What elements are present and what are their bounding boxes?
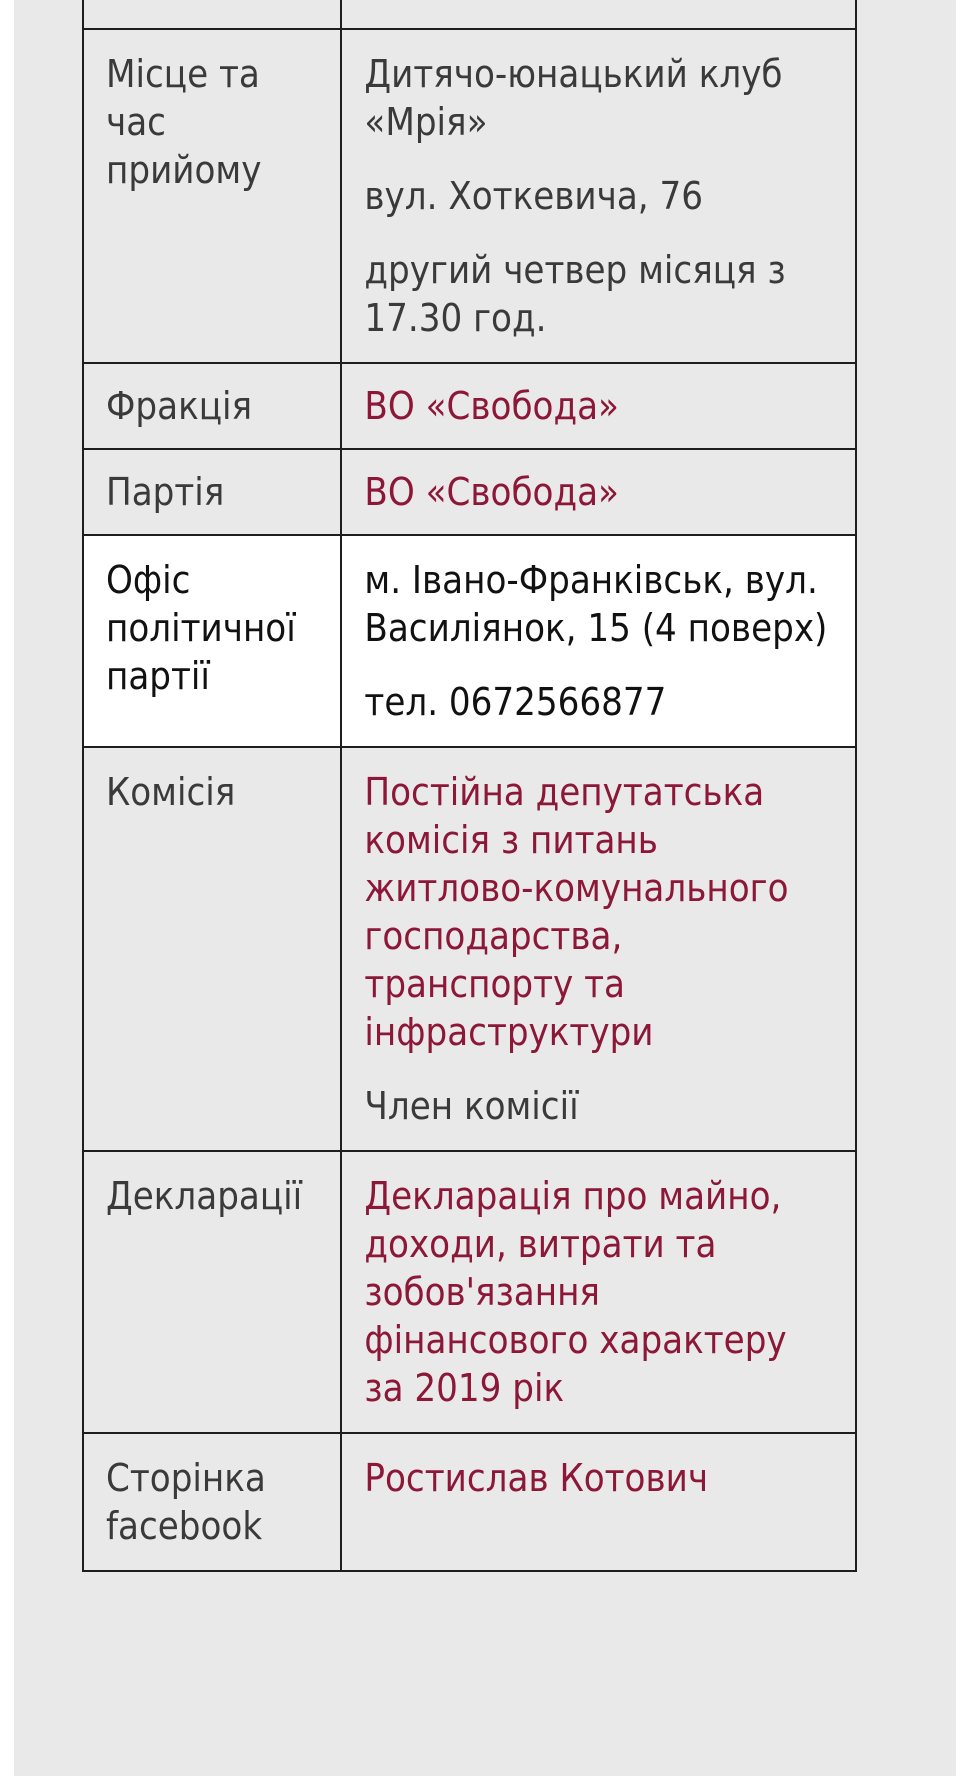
declaration-link[interactable]: Декларація про майно, доходи, витрати та зобов'язання фінансового характеру за 2019 рік — [364, 1174, 787, 1410]
table-cell — [341, 0, 856, 29]
table-row-faction — [83, 363, 856, 449]
party-value — [341, 449, 856, 535]
party-office-phone: тел. 0672566877 — [364, 680, 667, 724]
commission-link[interactable]: Постійна депутатська комісія з питань житлово-комунального господарства, транспорту та інфраструктури — [364, 770, 789, 1054]
table-row-facebook — [83, 1433, 856, 1571]
table-row-reception — [83, 29, 856, 363]
faction-value — [341, 363, 856, 449]
table-row-partial — [83, 0, 856, 29]
party-label: Партія — [83, 449, 341, 535]
party-link[interactable]: ВО «Свобода» — [364, 470, 619, 514]
commission-value — [341, 747, 856, 1151]
faction-link[interactable]: ВО «Свобода» — [364, 384, 619, 428]
table-row-party — [83, 449, 856, 535]
commission-name — [364, 768, 833, 1056]
declarations-value — [341, 1151, 856, 1433]
table-row-commission — [83, 747, 856, 1151]
facebook-value — [341, 1433, 856, 1571]
reception-label: Місце та час прийому — [83, 29, 341, 363]
commission-role: Член комісії — [364, 1084, 579, 1128]
table-row-party-office — [83, 535, 856, 747]
reception-value — [341, 29, 856, 363]
facebook-link[interactable]: Ростислав Котович — [364, 1456, 709, 1500]
facebook-label: Сторінка facebook — [83, 1433, 341, 1571]
table-cell — [83, 0, 341, 29]
commission-label: Комісія — [83, 747, 341, 1151]
party-office-value — [341, 535, 856, 747]
reception-place: Дитячо-юнацький клуб «Мрія» — [364, 52, 783, 144]
declarations-label: Декларації — [83, 1151, 341, 1433]
reception-time: другий четвер місяця з 17.30 год. — [364, 248, 786, 340]
faction-label: Фракція — [83, 363, 341, 449]
party-office-address: м. Івано-Франківськ, вул. Василіянок, 15 (4 поверх) — [364, 558, 828, 650]
table-row-declarations — [83, 1151, 856, 1433]
party-office-label: Офіс політичної партії — [83, 535, 341, 747]
deputy-info-table — [82, 0, 857, 1572]
reception-address: вул. Хоткевича, 76 — [364, 174, 703, 218]
page-content — [14, 0, 956, 1776]
